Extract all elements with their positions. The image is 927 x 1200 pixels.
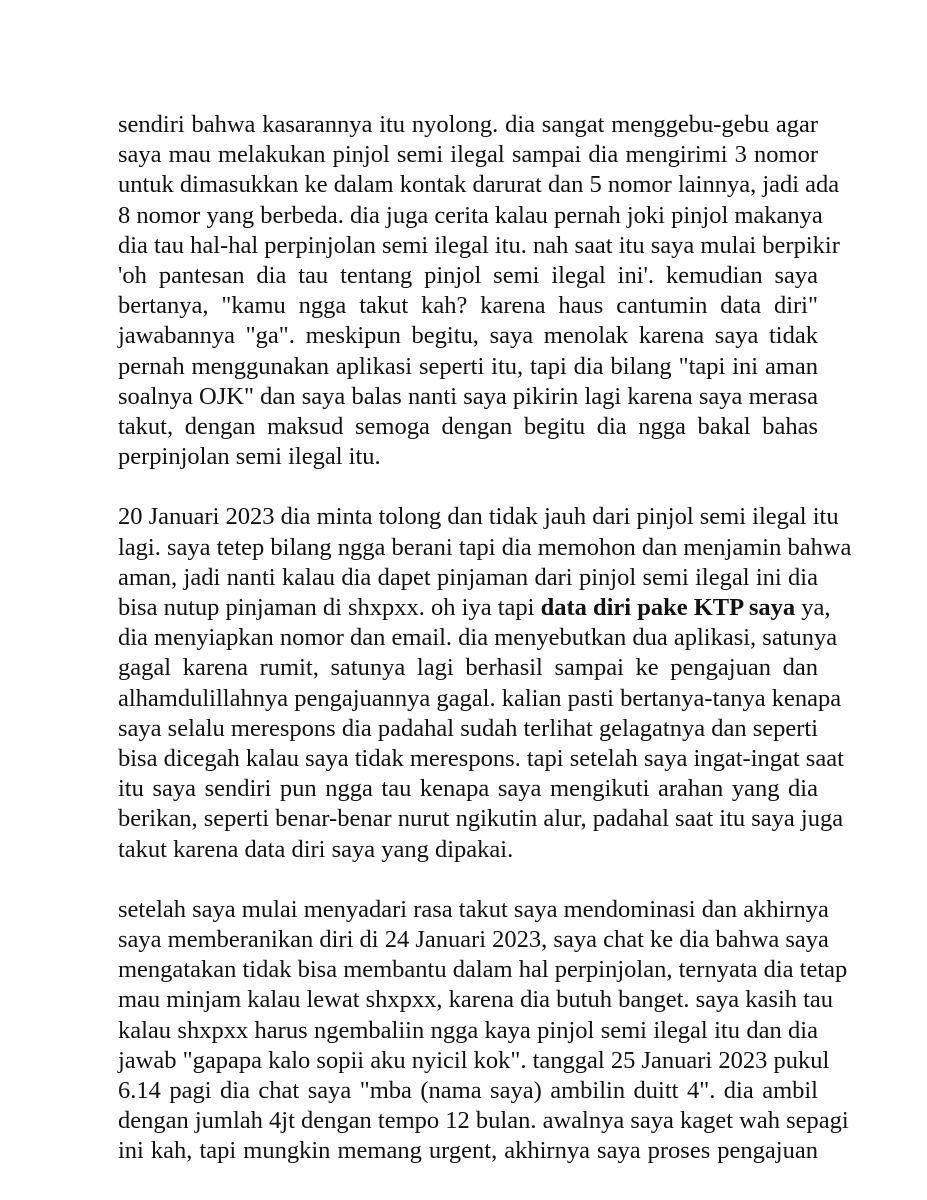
text-line: 8 nomor yang berbeda. dia juga cerita kalau pernah joki pinjol makanya [118,201,823,229]
text-line: takut, dengan maksud semoga dengan begitu dia ngga bakal bahas [118,412,818,440]
document-page [118,110,852,1167]
paragraph-3 [118,895,849,1167]
text-line: jawab "gapapa kalo sopii aku nyicil kok". tanggal 25 Januari 2023 pukul [118,1046,830,1074]
text-line: 'oh pantesan dia tau tentang pinjol semi ilegal ini'. kemudian saya [118,261,818,289]
text-line: sendiri bahwa kasarannya itu nyolong. dia sangat menggebu-gebu agar [118,111,818,138]
text-line: berikan, seperti benar-benar nurut ngikutin alur, padahal saat itu saya juga [118,805,844,833]
text-line: saya memberanikan diri di 24 Januari 2023, saya chat ke dia bahwa saya [118,926,829,954]
text-line: lagi. saya tetep bilang ngga berani tapi dia memohon dan menjamin bahwa [118,533,852,561]
text-line: alhamdulillahnya pengajuannya gagal. kalian pasti bertanya-tanya kenapa [118,684,842,712]
paragraph-2 [118,502,852,864]
text-line: itu saya sendiri pun ngga tau kenapa saya mengikuti arahan yang dia [118,775,818,803]
text-segment: ya, [795,594,831,621]
text-line: mengatakan tidak bisa membantu dalam hal perpinjolan, ternyata dia tetap [118,956,848,984]
text-line: aman, jadi nanti kalau dia dapet pinjaman dari pinjol semi ilegal ini dia [118,563,818,591]
text-line: pernah menggunakan aplikasi seperti itu, tapi dia bilang "tapi ini aman [118,352,818,380]
text-segment: bisa nutup pinjaman di shxpxx. oh iya tapi [118,594,541,621]
text-line: kalau shxpxx harus ngembaliin ngga kaya pinjol semi ilegal itu dan dia [118,1016,818,1044]
text-line: dengan jumlah 4jt dengan tempo 12 bulan. awalnya saya kaget wah sepagi [118,1107,849,1135]
text-line: dia menyiapkan nomor dan email. dia menyebutkan dua aplikasi, satunya [118,624,838,652]
text-line: soalnya OJK" dan saya balas nanti saya pikirin lagi karena saya merasa [118,382,818,410]
paragraph-gap [118,472,818,502]
text-line: saya selalu merespons dia padahal sudah terlihat gelagatnya dan seperti [118,714,819,742]
text-line: setelah saya mulai menyadari rasa takut saya mendominasi dan akhirnya [118,895,829,923]
text-line: bisa dicegah kalau saya tidak merespons. tapi setelah saya ingat-ingat saat [118,744,844,772]
paragraph-1 [118,110,840,472]
paragraph-gap [118,865,818,895]
text-line: dia tau hal-hal perpinjolan semi ilegal itu. nah saat itu saya mulai berpikir [118,231,840,259]
text-line: 20 Januari 2023 dia minta tolong dan tidak jauh dari pinjol semi ilegal itu [118,503,839,531]
text-line: perpinjolan semi ilegal itu. [118,443,381,471]
text-line: untuk dimasukkan ke dalam kontak darurat dan 5 nomor lainnya, jadi ada [118,171,840,199]
text-line: 6.14 pagi dia chat saya "mba (nama saya) ambilin duitt 4". dia ambil [118,1077,818,1104]
text-line: takut karena data diri saya yang dipakai. [118,835,514,863]
text-line: saya mau melakukan pinjol semi ilegal sampai dia mengirimi 3 nomor [118,141,818,169]
text-line: bertanya, "kamu ngga takut kah? karena haus cantumin data diri" [118,292,818,320]
text-line: gagal karena rumit, satunya lagi berhasil sampai ke pengajuan dan [118,654,818,682]
text-line-with-emphasis [118,593,831,623]
text-line: mau minjam kalau lewat shxpxx, karena dia butuh banget. saya kasih tau [118,986,834,1014]
text-line: jawabannya "ga". meskipun begitu, saya menolak karena saya tidak [118,322,818,350]
bold-emphasis: data diri pake KTP saya [540,594,796,621]
text-line: ini kah, tapi mungkin memang urgent, akhirnya saya proses pengajuan [118,1137,818,1165]
